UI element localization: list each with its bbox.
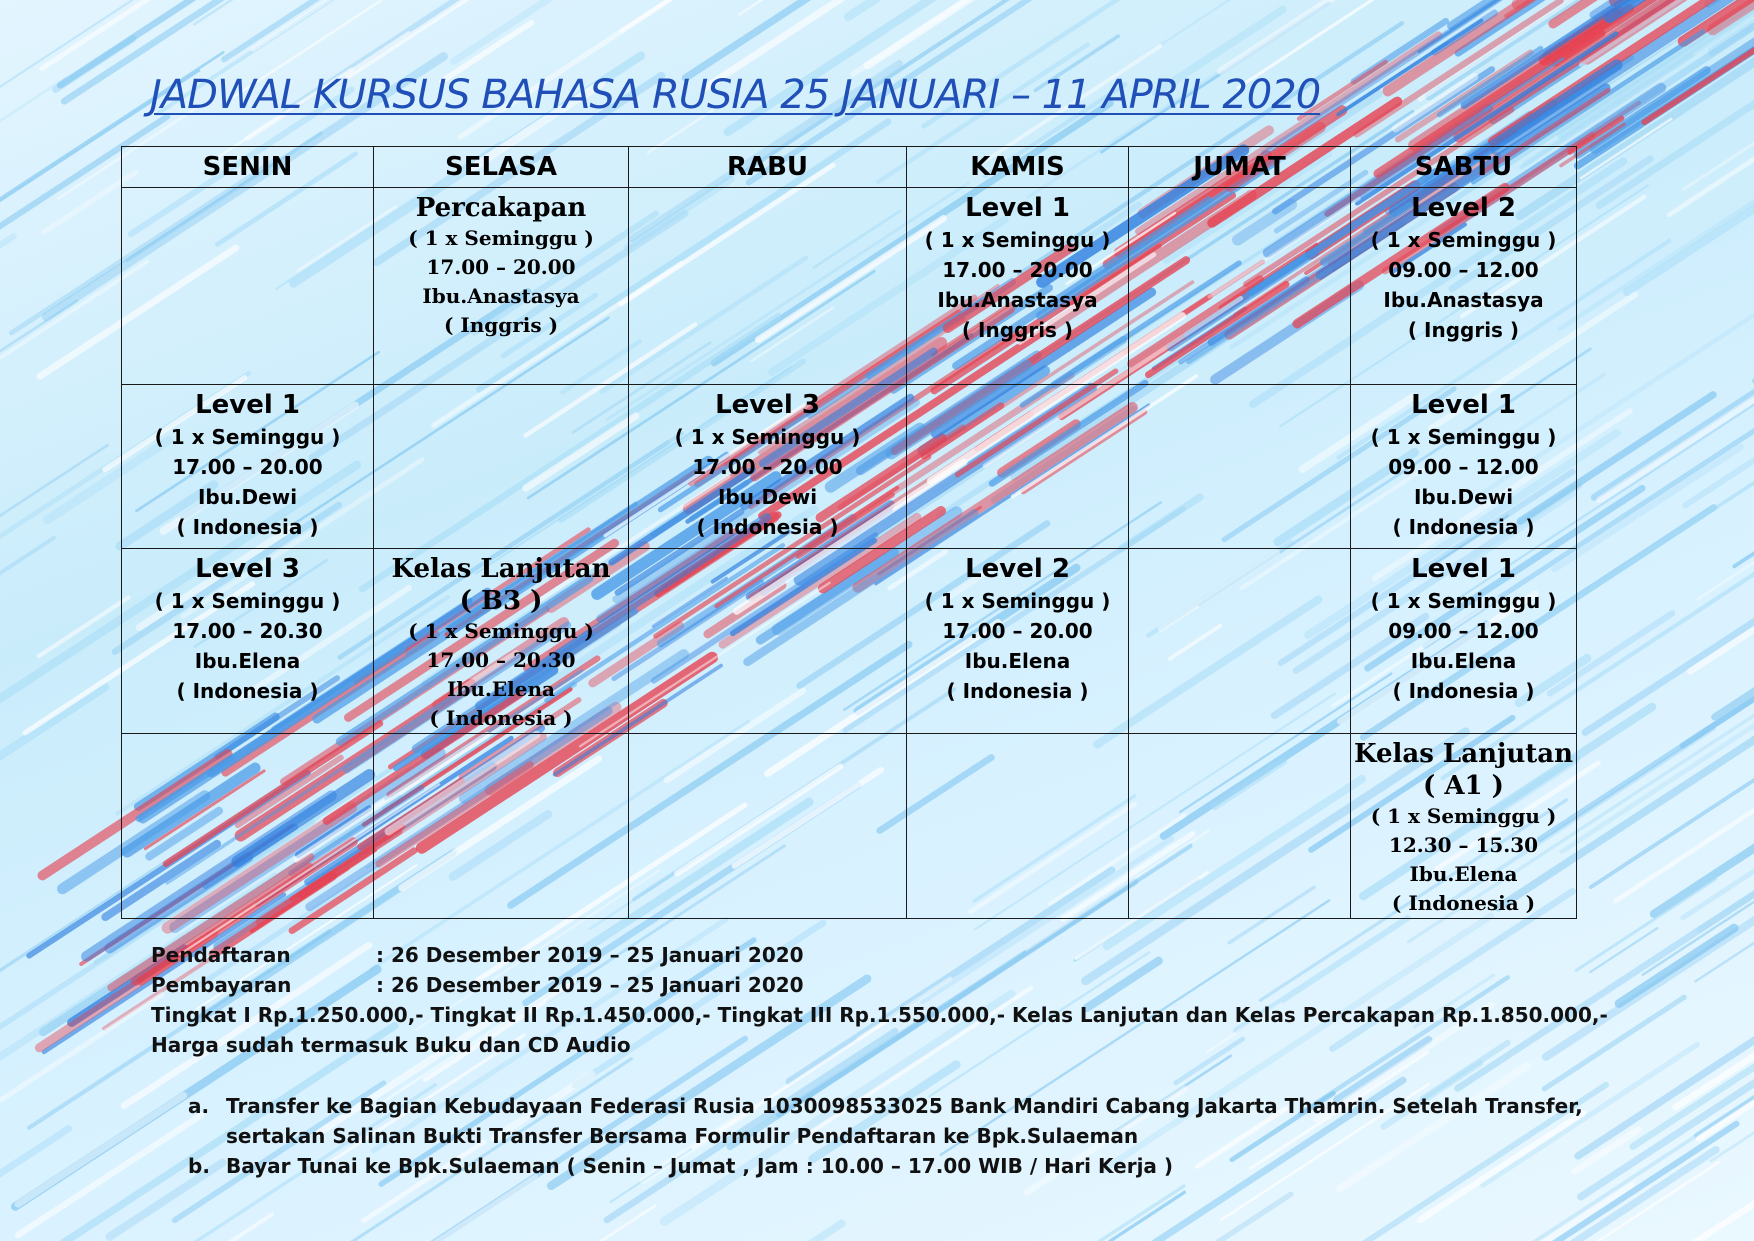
class-title: Level 1 <box>195 390 300 420</box>
class-title: Level 1 <box>1411 390 1516 420</box>
class-frequency: ( 1 x Seminggu ) <box>1370 804 1557 828</box>
class-frequency: ( 1 x Seminggu ) <box>408 619 594 643</box>
class-entry <box>1353 738 1574 918</box>
class-title: Level 1 <box>965 193 1070 223</box>
class-time: 17.00 – 20.30 <box>426 648 576 672</box>
class-language: ( Indonesia ) <box>176 515 319 539</box>
class-title: Kelas Lanjutan <box>391 554 611 584</box>
class-language: ( Indonesia ) <box>429 706 573 730</box>
schedule-cell-rabu <box>629 549 907 734</box>
registration-row <box>151 940 1651 970</box>
class-frequency: ( 1 x Seminggu ) <box>924 228 1111 252</box>
class-teacher: Ibu.Elena <box>1410 649 1517 673</box>
class-time: 17.00 – 20.00 <box>172 455 323 479</box>
class-time: 17.00 – 20.00 <box>942 258 1093 282</box>
class-title: Level 1 <box>1411 554 1516 584</box>
day-header-kamis: KAMIS <box>907 147 1129 188</box>
payment-label: Pembayaran <box>151 973 292 997</box>
schedule-cell-rabu <box>629 734 907 919</box>
day-header-sabtu: SABTU <box>1351 147 1577 188</box>
class-frequency: ( 1 x Seminggu ) <box>154 589 341 613</box>
schedule-cell-senin <box>122 549 374 734</box>
schedule-cell-kamis <box>907 188 1129 385</box>
payment-row <box>151 970 1651 1000</box>
schedule-cell-senin <box>122 188 374 385</box>
payment-methods <box>188 1091 1648 1181</box>
class-entry <box>124 389 371 542</box>
class-teacher: Ibu.Dewi <box>717 485 818 509</box>
schedule-cell-selasa <box>374 188 629 385</box>
class-language: ( Indonesia ) <box>946 679 1089 703</box>
class-entry <box>376 192 626 340</box>
class-language: ( Inggris ) <box>961 318 1074 342</box>
schedule-cell-jumat <box>1129 734 1351 919</box>
page-title: JADWAL KURSUS BAHASA RUSIA 25 JANUARI – 11 APRIL 2020 <box>150 72 1321 118</box>
list-marker: b. <box>188 1154 210 1178</box>
class-title: Kelas Lanjutan <box>1353 739 1574 769</box>
registration-label: Pendaftaran <box>151 943 291 967</box>
schedule-body <box>122 188 1577 919</box>
registration-dates: : 26 Desember 2019 – 25 Januari 2020 <box>376 943 804 967</box>
day-header-rabu: RABU <box>629 147 907 188</box>
schedule-cell-selasa <box>374 385 629 549</box>
class-teacher: Ibu.Dewi <box>1413 485 1514 509</box>
schedule-row <box>122 385 1577 549</box>
class-frequency: ( 1 x Seminggu ) <box>1370 589 1557 613</box>
schedule-cell-sabtu <box>1351 188 1577 385</box>
class-frequency: ( 1 x Seminggu ) <box>674 425 861 449</box>
class-teacher: Ibu.Elena <box>964 649 1071 673</box>
day-header-jumat: JUMAT <box>1129 147 1351 188</box>
class-teacher: Ibu.Anastasya <box>1383 288 1544 312</box>
class-language: ( Inggris ) <box>1407 318 1520 342</box>
class-time: 17.00 – 20.00 <box>426 255 576 279</box>
class-time: 17.00 – 20.00 <box>942 619 1093 643</box>
day-header-selasa: SELASA <box>374 147 629 188</box>
payment-method-item <box>188 1091 1648 1151</box>
class-entry <box>376 553 626 733</box>
schedule-cell-jumat <box>1129 188 1351 385</box>
class-entry <box>631 389 904 542</box>
class-title: Level 2 <box>1411 193 1516 223</box>
class-teacher: Ibu.Elena <box>1409 862 1518 886</box>
schedule-cell-kamis <box>907 385 1129 549</box>
class-teacher: Ibu.Dewi <box>197 485 298 509</box>
class-entry <box>1353 553 1574 706</box>
schedule-row <box>122 549 1577 734</box>
class-entry <box>909 192 1126 345</box>
schedule-row <box>122 734 1577 919</box>
schedule-cell-senin <box>122 734 374 919</box>
schedule-cell-kamis <box>907 734 1129 919</box>
payment-method-text: Bayar Tunai ke Bpk.Sulaeman ( Senin – Jumat , Jam : 10.00 – 17.00 WIB / Hari Kerja ) <box>226 1154 1174 1178</box>
price-list: Tingkat I Rp.1.250.000,- Tingkat II Rp.1.450.000,- Tingkat III Rp.1.550.000,- Kelas Lanjutan dan Kelas Percakapan Rp.1.850.000,- Harga sudah termasuk Buku dan CD Audio <box>151 1003 1608 1057</box>
class-language: ( Indonesia ) <box>696 515 839 539</box>
schedule-cell-senin <box>122 385 374 549</box>
schedule-cell-rabu <box>629 188 907 385</box>
list-marker: a. <box>188 1094 210 1118</box>
schedule-cell-selasa <box>374 734 629 919</box>
class-language: ( Indonesia ) <box>1392 679 1535 703</box>
class-frequency: ( 1 x Seminggu ) <box>924 589 1111 613</box>
payment-method-item <box>188 1151 1648 1181</box>
class-entry <box>909 553 1126 706</box>
schedule-cell-jumat <box>1129 385 1351 549</box>
class-title: Level 3 <box>715 390 820 420</box>
class-entry <box>1353 389 1574 542</box>
schedule-cell-kamis <box>907 549 1129 734</box>
schedule-cell-rabu <box>629 385 907 549</box>
class-time: 17.00 – 20.00 <box>692 455 843 479</box>
class-language: ( Indonesia ) <box>1392 515 1535 539</box>
class-title: Percakapan <box>415 193 587 223</box>
schedule-cell-sabtu <box>1351 734 1577 919</box>
class-language: ( Inggris ) <box>443 313 559 337</box>
class-time: 09.00 – 12.00 <box>1388 455 1539 479</box>
day-header-senin: SENIN <box>122 147 374 188</box>
header-row <box>122 147 1577 188</box>
schedule-cell-jumat <box>1129 549 1351 734</box>
class-code: ( A1 ) <box>1423 771 1504 801</box>
class-frequency: ( 1 x Seminggu ) <box>154 425 341 449</box>
class-time: 12.30 – 15.30 <box>1388 833 1539 857</box>
class-entry <box>1353 192 1574 345</box>
class-frequency: ( 1 x Seminggu ) <box>1370 228 1557 252</box>
class-frequency: ( 1 x Seminggu ) <box>408 226 594 250</box>
registration-info <box>151 940 1651 1060</box>
class-title: Level 2 <box>965 554 1070 584</box>
class-title: Level 3 <box>195 554 300 584</box>
class-teacher: Ibu.Anastasya <box>422 284 580 308</box>
class-frequency: ( 1 x Seminggu ) <box>1370 425 1557 449</box>
class-entry <box>124 553 371 706</box>
class-code: ( B3 ) <box>459 586 543 616</box>
schedule-table <box>121 146 1577 919</box>
schedule-row <box>122 188 1577 385</box>
schedule-cell-selasa <box>374 549 629 734</box>
class-language: ( Indonesia ) <box>176 679 319 703</box>
payment-method-text: Transfer ke Bagian Kebudayaan Federasi Rusia 1030098533025 Bank Mandiri Cabang Jakarta Thamrin. Setelah Transfer, sertakan Salinan Bukti Transfer Bersama Formulir Pendaftaran ke Bpk.Sulaeman <box>226 1094 1583 1148</box>
class-time: 17.00 – 20.30 <box>172 619 323 643</box>
class-language: ( Indonesia ) <box>1391 891 1536 915</box>
class-time: 09.00 – 12.00 <box>1388 258 1539 282</box>
schedule-cell-sabtu <box>1351 385 1577 549</box>
class-teacher: Ibu.Elena <box>194 649 301 673</box>
class-time: 09.00 – 12.00 <box>1388 619 1539 643</box>
class-teacher: Ibu.Elena <box>447 677 555 701</box>
payment-dates: : 26 Desember 2019 – 25 Januari 2020 <box>376 973 804 997</box>
schedule-cell-sabtu <box>1351 549 1577 734</box>
class-teacher: Ibu.Anastasya <box>937 288 1098 312</box>
